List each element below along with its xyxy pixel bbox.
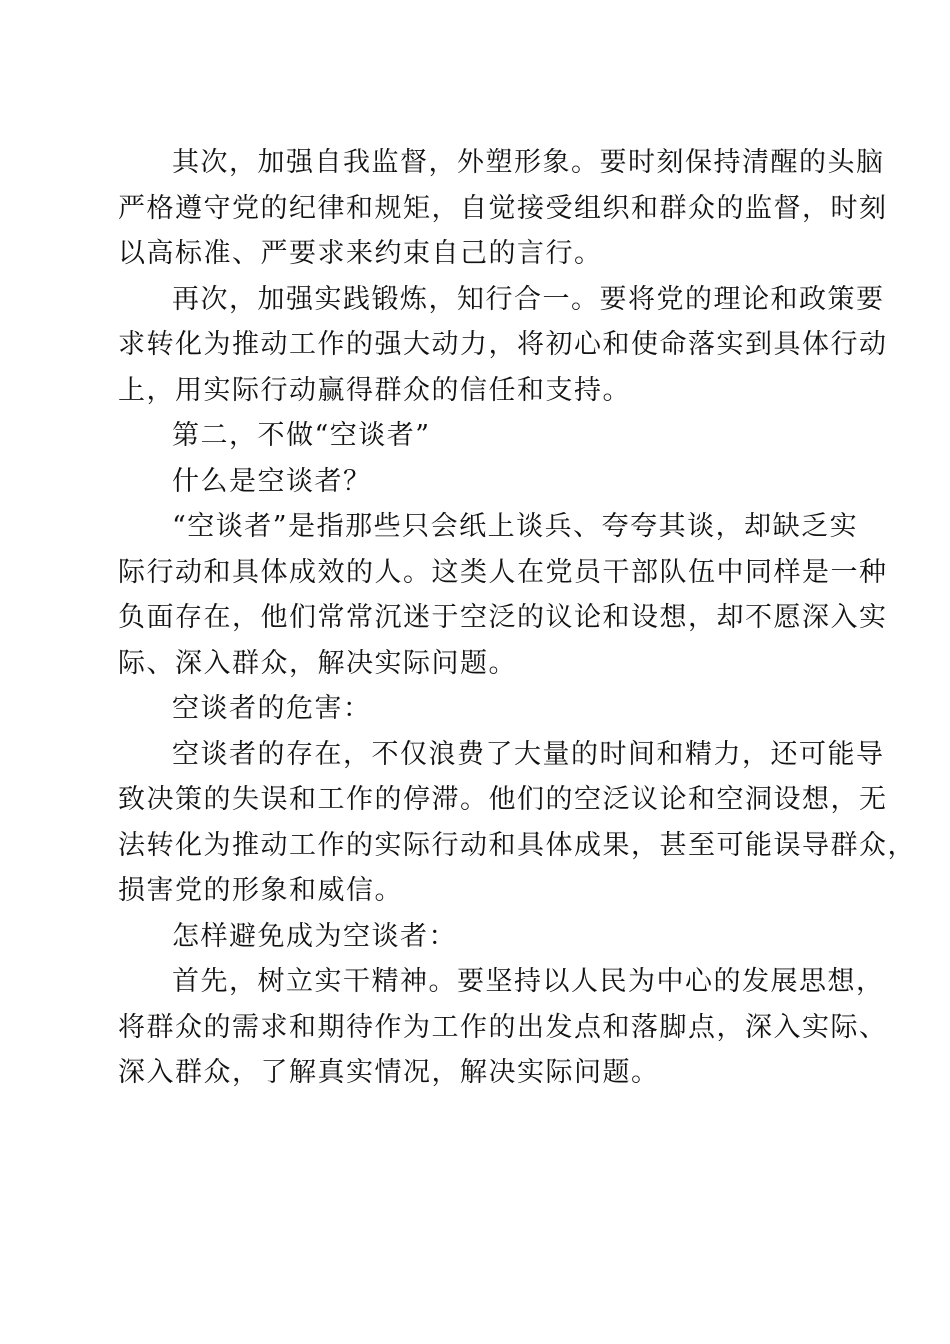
text-line: 法转化为推动工作的实际行动和具体成果，甚至可能误导群众， [118, 829, 916, 861]
text-line: 再次，加强实践锻炼，知行合一。要将党的理论和政策要 [172, 283, 885, 315]
subheading: 什么是空谈者？ [172, 465, 372, 497]
subheading: 空谈者的危害： [172, 693, 372, 724]
text-line: “空谈者”是指那些只会纸上谈兵、夸夸其谈，却缺乏实 [172, 511, 859, 542]
text-line: 际、深入群众，解决实际问题。 [118, 647, 517, 679]
text-line: 其次，加强自我监督，外塑形象。要时刻保持清醒的头脑 [172, 147, 885, 178]
subheading: 怎样避免成为空谈者： [172, 920, 457, 952]
text-line: 损害党的形象和威信。 [118, 875, 403, 906]
text-line: 严格遵守党的纪律和规矩，自觉接受组织和群众的监督，时刻 [118, 192, 888, 224]
text-line: 深入群众，了解真实情况，解决实际问题。 [118, 1057, 660, 1088]
document-body [118, 140, 916, 1096]
text-line: 负面存在，他们常常沉迷于空泛的议论和设想，却不愿深入实 [118, 602, 888, 633]
text-line: 致决策的失误和工作的停滞。他们的空泛议论和空洞设想，无 [118, 784, 888, 815]
text-line: 空谈者的存在，不仅浪费了大量的时间和精力，还可能导 [172, 738, 885, 770]
text-line: 求转化为推动工作的强大动力，将初心和使命落实到具体行动 [118, 329, 888, 360]
text-line: 际行动和具体成效的人。这类人在党员干部队伍中同样是一种 [118, 556, 888, 588]
text-line: 上，用实际行动赢得群众的信任和支持。 [118, 374, 631, 406]
text-line: 首先，树立实干精神。要坚持以人民为中心的发展思想， [172, 966, 885, 997]
section-heading: 第二，不做“空谈者” [172, 420, 431, 451]
text-line: 将群众的需求和期待作为工作的出发点和落脚点，深入实际、 [118, 1011, 888, 1043]
text-line: 以高标准、严要求来约束自己的言行。 [118, 238, 603, 269]
